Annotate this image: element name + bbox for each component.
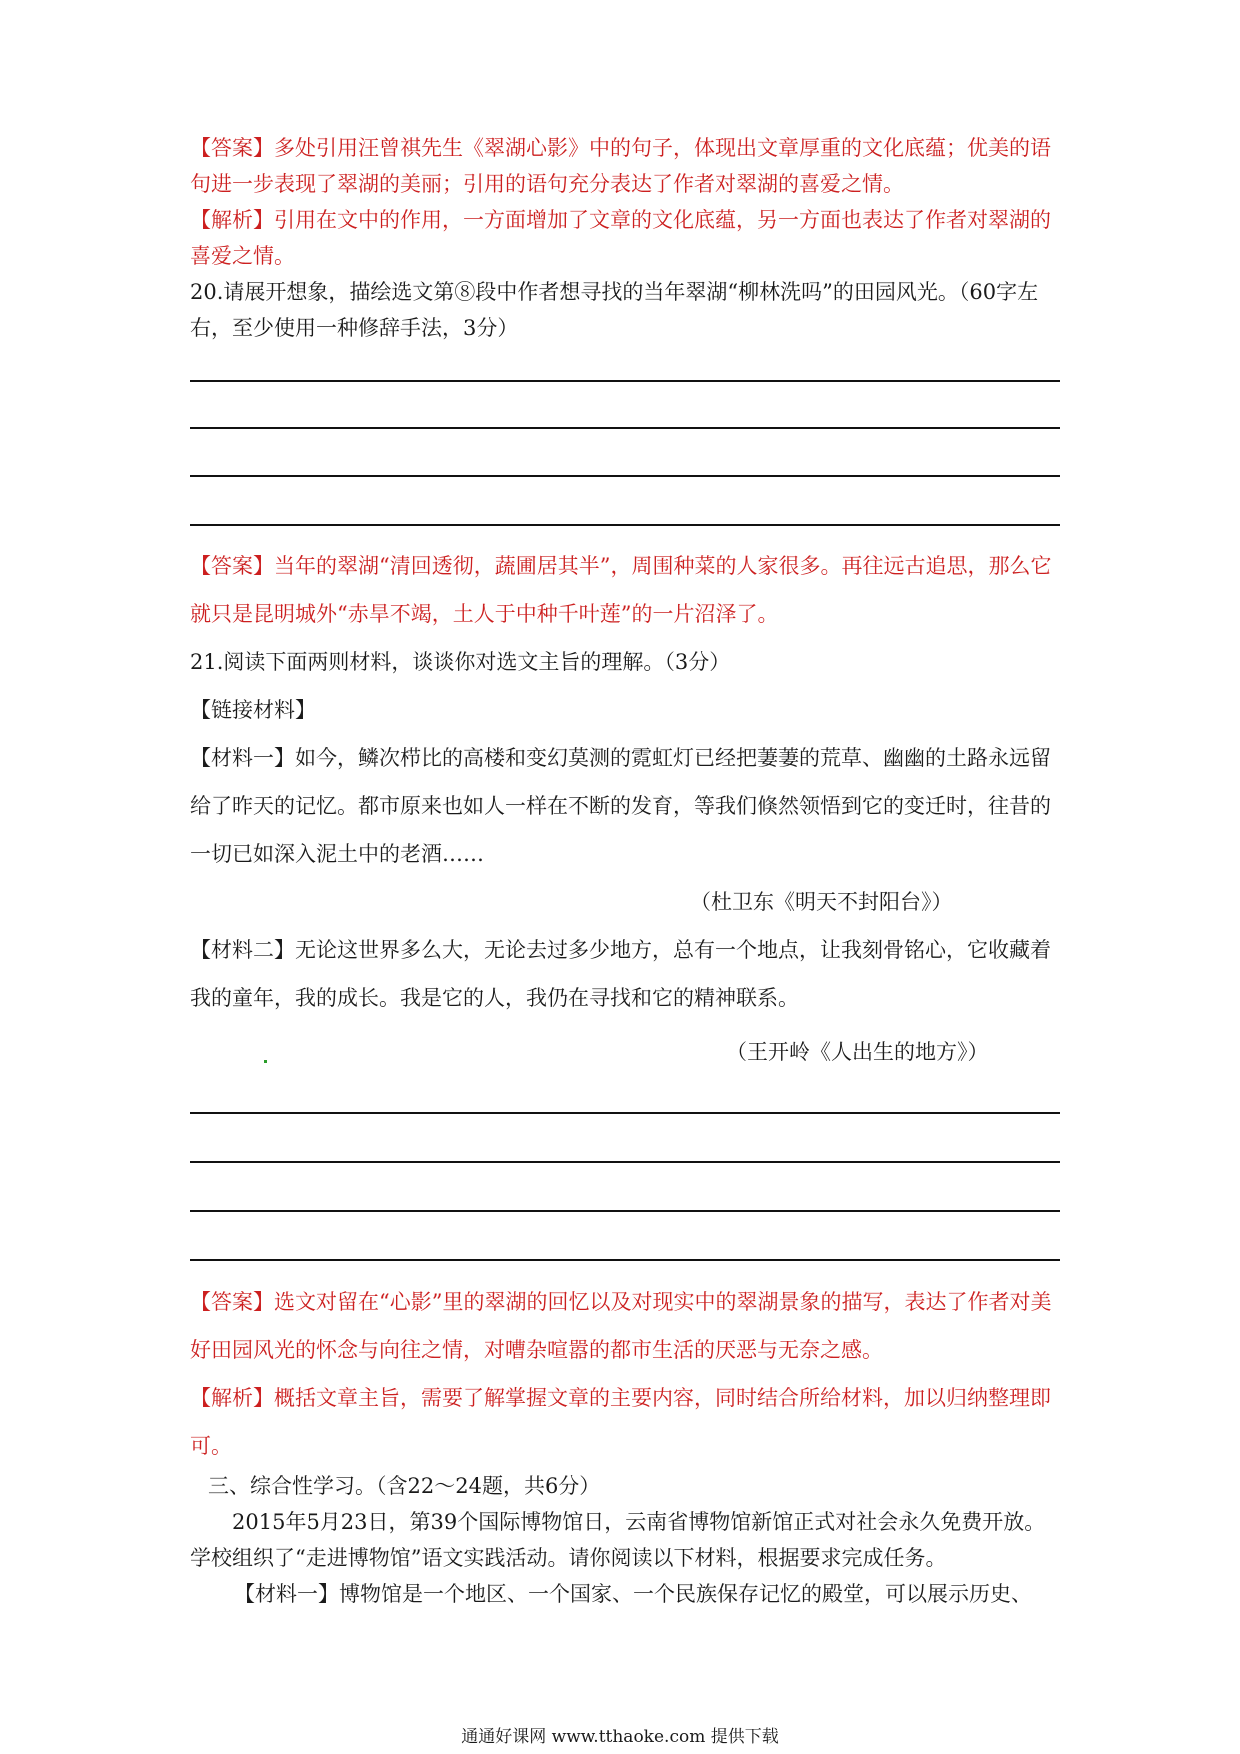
q20-answer [190, 542, 1060, 638]
answer-line [190, 427, 1060, 429]
q19-answer [190, 130, 1060, 202]
answer-line [190, 1259, 1060, 1261]
material1-source: （杜卫东《明天不封阳台》） [690, 890, 953, 914]
section3-material1 [234, 1576, 1060, 1612]
analysis-tag: 【解析】 [190, 208, 274, 232]
answer-line [190, 1112, 1060, 1114]
analysis-tag: 【解析】 [190, 1386, 274, 1410]
answer-line [190, 380, 1060, 382]
section3-intro: 2015年5月23日，第39个国际博物馆日，云南省博物馆新馆正式对社会永久免费开放。学校组织了“走进博物馆”语文实践活动。请你阅读以下材料，根据要求完成任务。 [190, 1510, 1046, 1570]
link-material-heading: 【链接材料】 [190, 698, 316, 722]
q21-answer [190, 1278, 1060, 1374]
answer-tag: 【答案】 [190, 136, 274, 160]
answer-line [190, 1161, 1060, 1163]
material2-source: （王开岭《人出生的地方》） [726, 1040, 989, 1064]
material1-tag: 【材料一】 [190, 746, 295, 770]
answer-text: 多处引用汪曾祺先生《翠湖心影》中的句子，体现出文章厚重的文化底蕴；优美的语句进一步表现了翠湖的美丽；引用的语句充分表达了作者对翠湖的喜爱之情。 [190, 136, 1051, 196]
analysis-text: 引用在文中的作用，一方面增加了文章的文化底蕴，另一方面也表达了作者对翠湖的喜爱之情。 [190, 208, 1051, 268]
analysis-text: 概括文章主旨，需要了解掌握文章的主要内容，同时结合所给材料，加以归纳整理即可。 [190, 1386, 1051, 1458]
q20-question: 20.请展开想象，描绘选文第⑧段中作者想寻找的当年翠湖“柳林洗吗”的田园风光。（60字左右，至少使用一种修辞手法，3分） [190, 280, 1039, 340]
answer-text: 当年的翠湖“清回透彻，蔬圃居其半”，周围种菜的人家很多。再往远古追思，那么它就只是昆明城外“赤旱不竭，土人于中种千叶莲”的一片沼泽了。 [190, 554, 1052, 626]
material2-text: 无论这世界多么大，无论去过多少地方，总有一个地点，让我刻骨铭心，它收藏着我的童年，我的成长。我是它的人，我仍在寻找和它的精神联系。 [190, 938, 1051, 1010]
material1-text: 如今，鳞次栉比的高楼和变幻莫测的霓虹灯已经把萋萋的荒草、幽幽的土路永远留给了昨天的记忆。都市原来也如人一样在不断的发育，等我们倏然领悟到它的变迁时，往昔的一切已如深入泥土中的老酒…… [190, 746, 1051, 866]
q21-analysis [190, 1374, 1060, 1470]
q21-question: 21.阅读下面两则材料，谈谈你对选文主旨的理解。（3分） [190, 650, 731, 674]
answer-text: 选文对留在“心影”里的翠湖的回忆以及对现实中的翠湖景象的描写，表达了作者对美好田园风光的怀念与向往之情，对嘈杂喧嚣的都市生活的厌恶与无奈之感。 [190, 1290, 1052, 1362]
answer-line [190, 1210, 1060, 1212]
material2 [190, 926, 1060, 1022]
answer-line [190, 524, 1060, 526]
answer-line [190, 475, 1060, 477]
stray-mark [264, 1060, 267, 1063]
q19-analysis [190, 202, 1060, 274]
material2-tag: 【材料二】 [190, 938, 295, 962]
answer-tag: 【答案】 [190, 554, 274, 578]
material1-text: 博物馆是一个地区、一个国家、一个民族保存记忆的殿堂，可以展示历史、 [339, 1582, 1032, 1606]
page-footer: 通通好课网 www.tthaoke.com 提供下载 [461, 1727, 779, 1747]
answer-tag: 【答案】 [190, 1290, 274, 1314]
section3-heading: 三、综合性学习。（含22～24题，共6分） [208, 1474, 601, 1498]
material1-tag: 【材料一】 [234, 1582, 339, 1606]
material1 [190, 734, 1060, 878]
